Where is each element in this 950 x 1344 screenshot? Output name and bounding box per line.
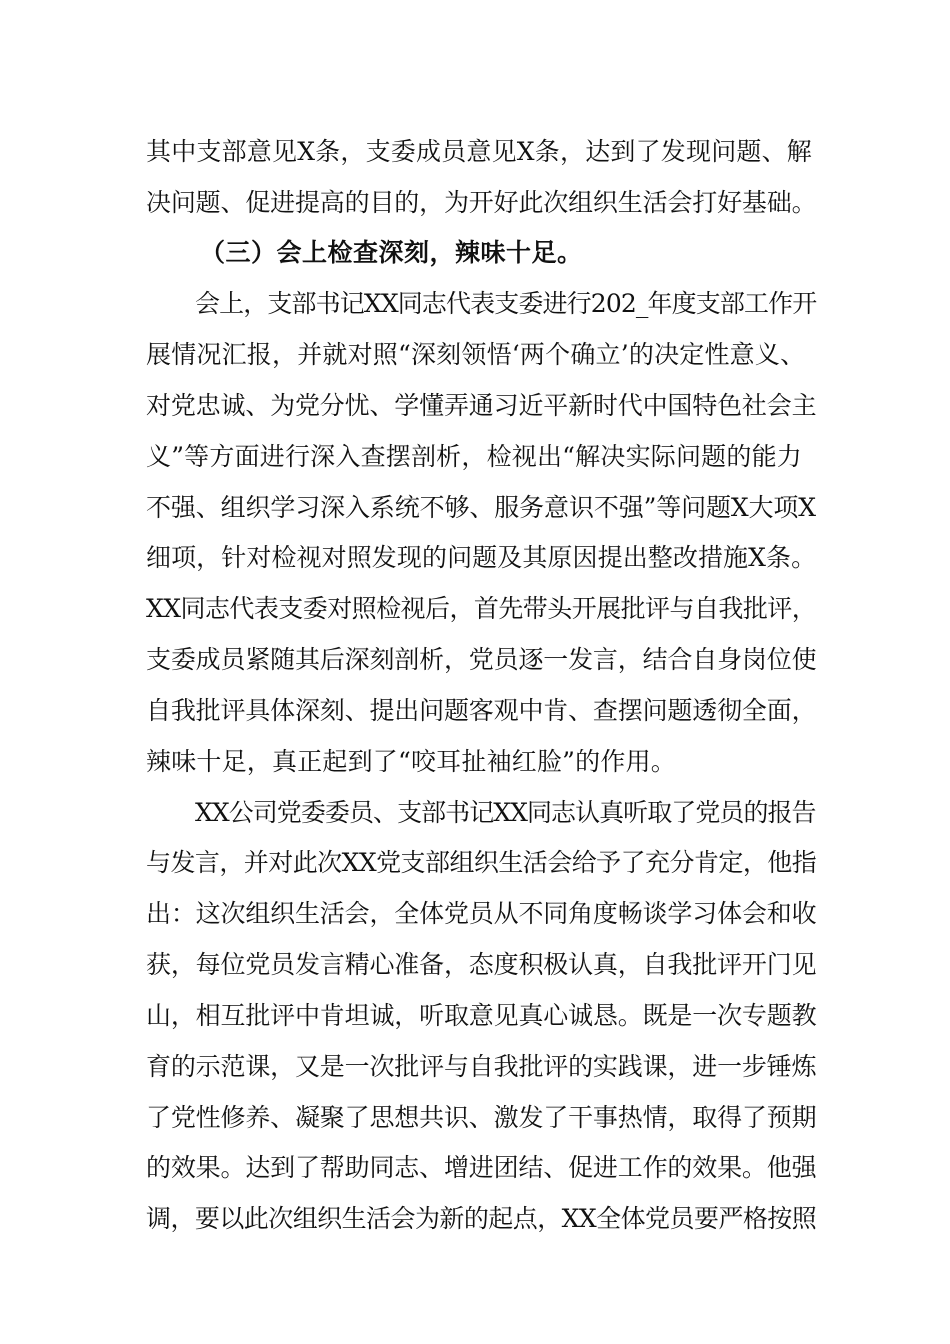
section-heading: （三）会上检查深刻，辣味十足。 [200, 238, 583, 267]
paragraph-line: XX公司党委委员、支部书记XX同志认真听取了党员的报告 [195, 798, 816, 827]
paragraph-line: 对党忠诚、为党分忧、学懂弄通习近平新时代中国特色社会主 [146, 391, 817, 420]
paragraph-line: 出：这次组织生活会，全体党员从不同角度畅谈学习体会和收 [146, 899, 817, 928]
paragraph-line: 调，要以此次组织生活会为新的起点，XX全体党员要严格按照 [146, 1204, 817, 1233]
paragraph-line: 了党性修养、凝聚了思想共识、激发了干事热情，取得了预期 [146, 1103, 817, 1132]
paragraph-line: 山，相互批评中肯坦诚，听取意见真心诚恳。既是一次专题教 [146, 1001, 817, 1030]
paragraph-line: 育的示范课，又是一次批评与自我批评的实践课，进一步锤炼 [146, 1052, 817, 1081]
paragraph-line: 的效果。达到了帮助同志、增进团结、促进工作的效果。他强 [146, 1153, 817, 1182]
paragraph-line: 会上，支部书记XX同志代表支委进行202_年度支部工作开 [195, 289, 817, 318]
paragraph-line: 义”等方面进行深入查摆剖析，检视出“解决实际问题的能力 [146, 442, 802, 471]
paragraph-line: XX同志代表支委对照检视后，首先带头开展批评与自我批评， [146, 594, 817, 623]
paragraph-line: 辣味十足，真正起到了“咬耳扯袖红脸”的作用。 [146, 747, 676, 776]
paragraph-line: 展情况汇报，并就对照“深刻领悟‘两个确立’的决定性意义、 [146, 340, 806, 369]
paragraph-line: 不强、组织学习深入系统不够、服务意识不强”等问题X大项X [146, 493, 816, 522]
paragraph-line: 自我批评具体深刻、提出问题客观中肯、查摆问题透彻全面， [146, 696, 817, 725]
paragraph-line: 决问题、促进提高的目的，为开好此次组织生活会打好基础。 [146, 188, 817, 217]
paragraph-line: 细项，针对检视对照发现的问题及其原因提出整改措施X条。 [146, 543, 817, 572]
paragraph-line: 与发言，并对此次XX党支部组织生活会给予了充分肯定，他指 [146, 848, 817, 877]
paragraph-line: 支委成员紧随其后深刻剖析，党员逐一发言，结合自身岗位使 [146, 645, 817, 674]
paragraph-line: 获，每位党员发言精心准备，态度积极认真，自我批评开门见 [146, 950, 817, 979]
paragraph-line: 其中支部意见X条，支委成员意见X条，达到了发现问题、解 [146, 137, 812, 166]
